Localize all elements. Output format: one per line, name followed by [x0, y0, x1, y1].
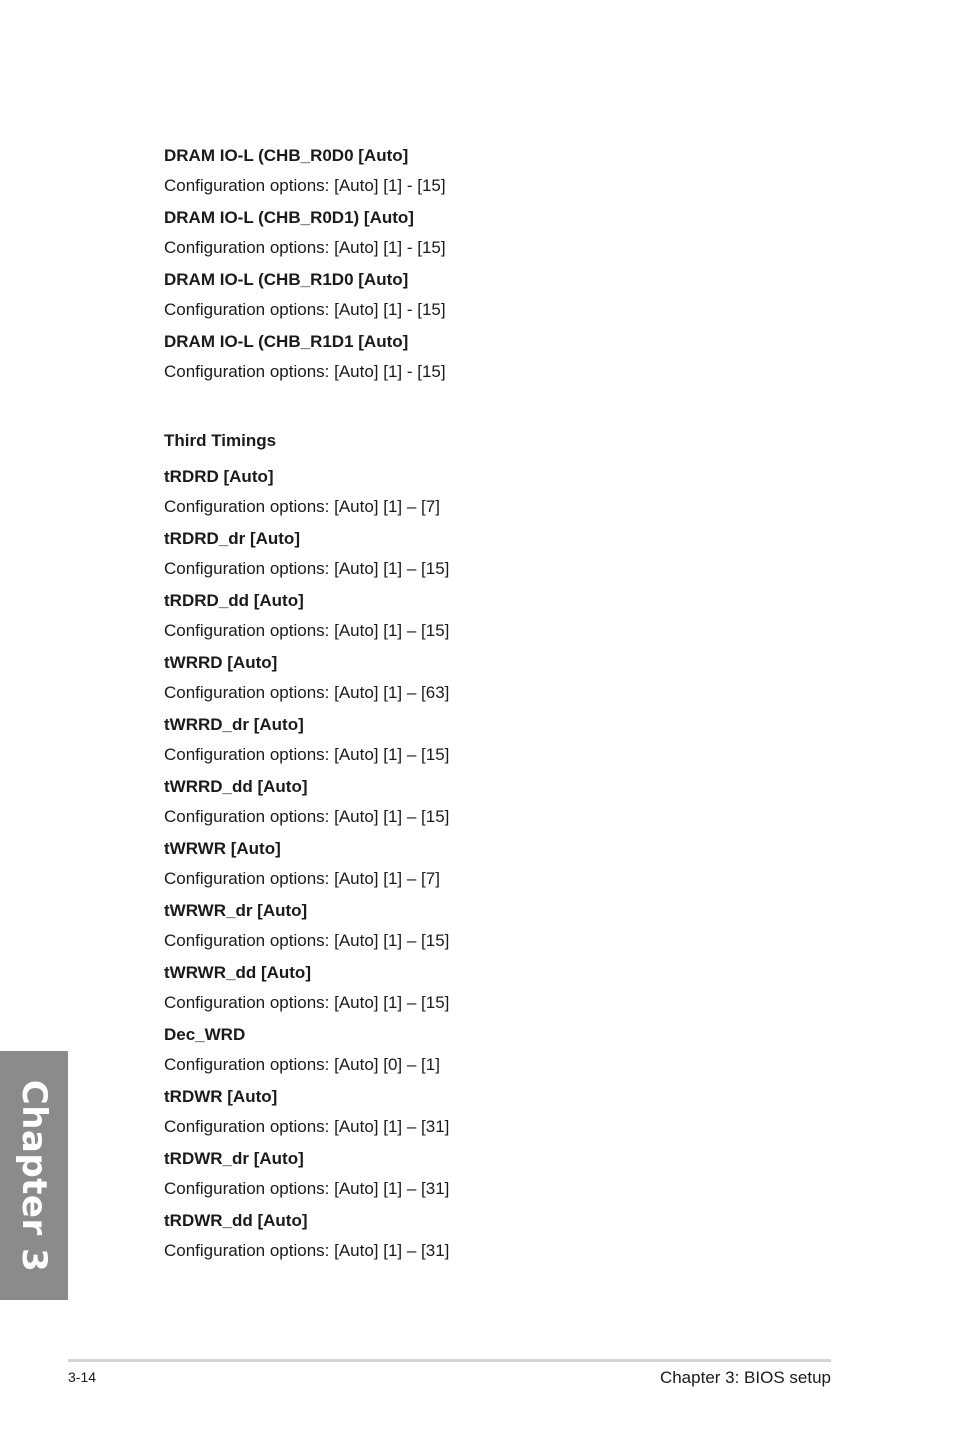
setting-item	[164, 1086, 864, 1138]
setting-options: Configuration options: [Auto] [1] – [63]	[164, 683, 450, 702]
setting-options: Configuration options: [Auto] [1] – [7]	[164, 869, 440, 888]
setting-title: DRAM IO-L (CHB_R0D0 [Auto]	[164, 146, 409, 165]
setting-options: Configuration options: [Auto] [0] – [1]	[164, 1055, 440, 1074]
setting-item	[164, 207, 864, 259]
setting-title: Dec_WRD	[164, 1025, 246, 1044]
setting-options: Configuration options: [Auto] [1] – [15]	[164, 807, 450, 826]
chapter-side-tab	[0, 1051, 68, 1300]
dram-io-list	[164, 145, 864, 383]
setting-title: tRDRD_dd [Auto]	[164, 591, 304, 610]
setting-options: Configuration options: [Auto] [1] – [15]	[164, 993, 450, 1012]
setting-options: Configuration options: [Auto] [1] - [15]	[164, 238, 446, 257]
section-heading-third-timings: Third Timings	[164, 431, 277, 450]
setting-item	[164, 466, 864, 518]
setting-item	[164, 528, 864, 580]
setting-item	[164, 838, 864, 890]
setting-title: tWRWR [Auto]	[164, 839, 281, 858]
setting-item	[164, 145, 864, 197]
setting-item	[164, 590, 864, 642]
setting-item	[164, 1148, 864, 1200]
footer-chapter-title: Chapter 3: BIOS setup	[659, 1368, 831, 1387]
setting-title: DRAM IO-L (CHB_R1D1 [Auto]	[164, 332, 409, 351]
setting-options: Configuration options: [Auto] [1] - [15]	[164, 300, 446, 319]
setting-options: Configuration options: [Auto] [1] – [15]	[164, 559, 450, 578]
footer-divider	[68, 1359, 831, 1362]
setting-title: DRAM IO-L (CHB_R1D0 [Auto]	[164, 270, 409, 289]
setting-options: Configuration options: [Auto] [1] – [31]	[164, 1179, 450, 1198]
setting-title: tWRWR_dd [Auto]	[164, 963, 311, 982]
setting-options: Configuration options: [Auto] [1] – [31]	[164, 1241, 450, 1260]
setting-title: tWRRD_dd [Auto]	[164, 777, 308, 796]
setting-options: Configuration options: [Auto] [1] – [15]	[164, 745, 450, 764]
footer-page-number: 3-14	[68, 1369, 97, 1385]
third-timings-list	[164, 466, 864, 1262]
setting-title: tRDWR_dd [Auto]	[164, 1211, 308, 1230]
setting-options: Configuration options: [Auto] [1] - [15]	[164, 176, 446, 195]
setting-title: tWRRD [Auto]	[164, 653, 278, 672]
setting-item	[164, 714, 864, 766]
setting-item	[164, 652, 864, 704]
setting-item	[164, 1024, 864, 1076]
setting-item	[164, 962, 864, 1014]
setting-title: tRDRD_dr [Auto]	[164, 529, 300, 548]
setting-options: Configuration options: [Auto] [1] – [15]	[164, 931, 450, 950]
setting-item	[164, 776, 864, 828]
setting-title: tWRWR_dr [Auto]	[164, 901, 308, 920]
setting-title: DRAM IO-L (CHB_R0D1) [Auto]	[164, 208, 414, 227]
setting-item	[164, 900, 864, 952]
page-content	[164, 145, 864, 1272]
setting-item	[164, 269, 864, 321]
setting-title: tRDWR [Auto]	[164, 1087, 278, 1106]
setting-item	[164, 1210, 864, 1262]
chapter-side-tab-label: Chapter 3	[14, 1079, 54, 1273]
setting-title: tRDWR_dr [Auto]	[164, 1149, 304, 1168]
setting-item	[164, 331, 864, 383]
setting-title: tWRRD_dr [Auto]	[164, 715, 304, 734]
setting-options: Configuration options: [Auto] [1] - [15]	[164, 362, 446, 381]
setting-options: Configuration options: [Auto] [1] – [7]	[164, 497, 440, 516]
setting-title: tRDRD [Auto]	[164, 467, 274, 486]
setting-options: Configuration options: [Auto] [1] – [15]	[164, 621, 450, 640]
setting-options: Configuration options: [Auto] [1] – [31]	[164, 1117, 450, 1136]
